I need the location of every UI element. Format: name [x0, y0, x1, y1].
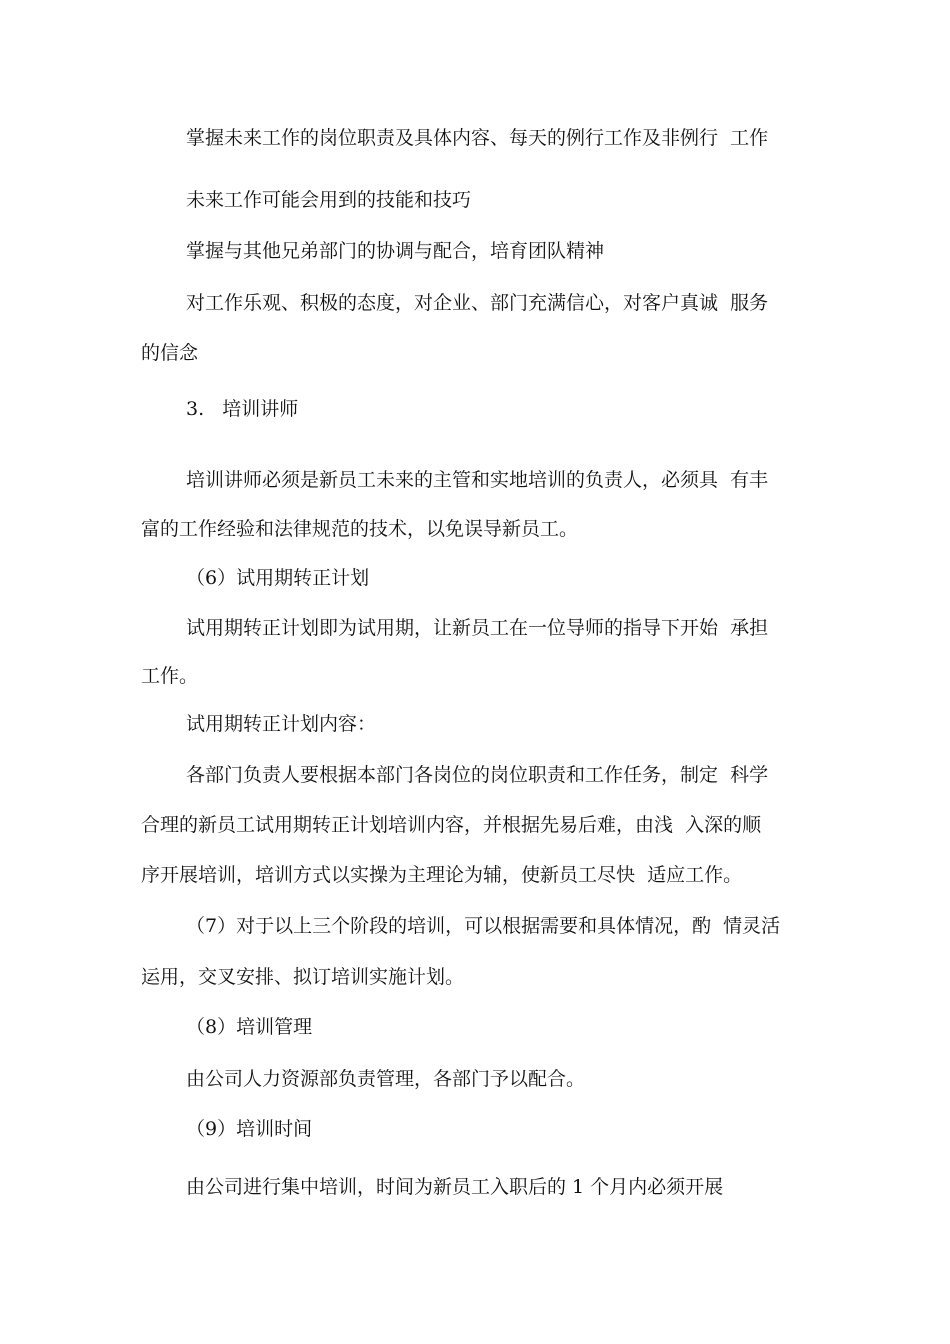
section-heading: 3. 培训讲师	[186, 398, 299, 420]
section-heading: （9）培训时间	[186, 1118, 313, 1140]
text-line: 掌握未来工作的岗位职责及具体内容、每天的例行工作及非例行 工作	[186, 127, 769, 149]
text-line: 合理的新员工试用期转正计划培训内容，并根据先易后难，由浅 入深的顺	[141, 814, 762, 836]
text-line: 富的工作经验和法律规范的技术，以免误导新员工。	[141, 518, 579, 540]
section-heading: （8）培训管理	[186, 1016, 313, 1038]
text-line: 的信念	[141, 342, 199, 364]
text-line: （7）对于以上三个阶段的培训，可以根据需要和具体情况，酌 情灵活	[186, 915, 781, 937]
text-line: 掌握与其他兄弟部门的协调与配合，培育团队精神	[186, 240, 605, 262]
text-line: 各部门负责人要根据本部门各岗位的岗位职责和工作任务，制定 科学	[186, 764, 769, 786]
text-line: 由公司进行集中培训，时间为新员工入职后的 1 个月内必须开展	[186, 1176, 724, 1198]
section-heading: （6）试用期转正计划	[186, 567, 370, 589]
text-line: 由公司人力资源部负责管理，各部门予以配合。	[186, 1068, 586, 1090]
text-line: 培训讲师必须是新员工未来的主管和实地培训的负责人，必须具 有丰	[186, 469, 769, 491]
text-line: 未来工作可能会用到的技能和技巧	[186, 189, 472, 211]
text-line: 试用期转正计划内容：	[186, 713, 377, 735]
text-line: 工作。	[141, 665, 199, 687]
text-line: 试用期转正计划即为试用期，让新员工在一位导师的指导下开始 承担	[186, 617, 769, 639]
text-line: 运用，交叉安排、拟订培训实施计划。	[141, 966, 465, 988]
text-line: 序开展培训，培训方式以实操为主理论为辅，使新员工尽快 适应工作。	[141, 864, 743, 886]
text-line: 对工作乐观、积极的态度，对企业、部门充满信心，对客户真诚 服务	[186, 292, 769, 314]
